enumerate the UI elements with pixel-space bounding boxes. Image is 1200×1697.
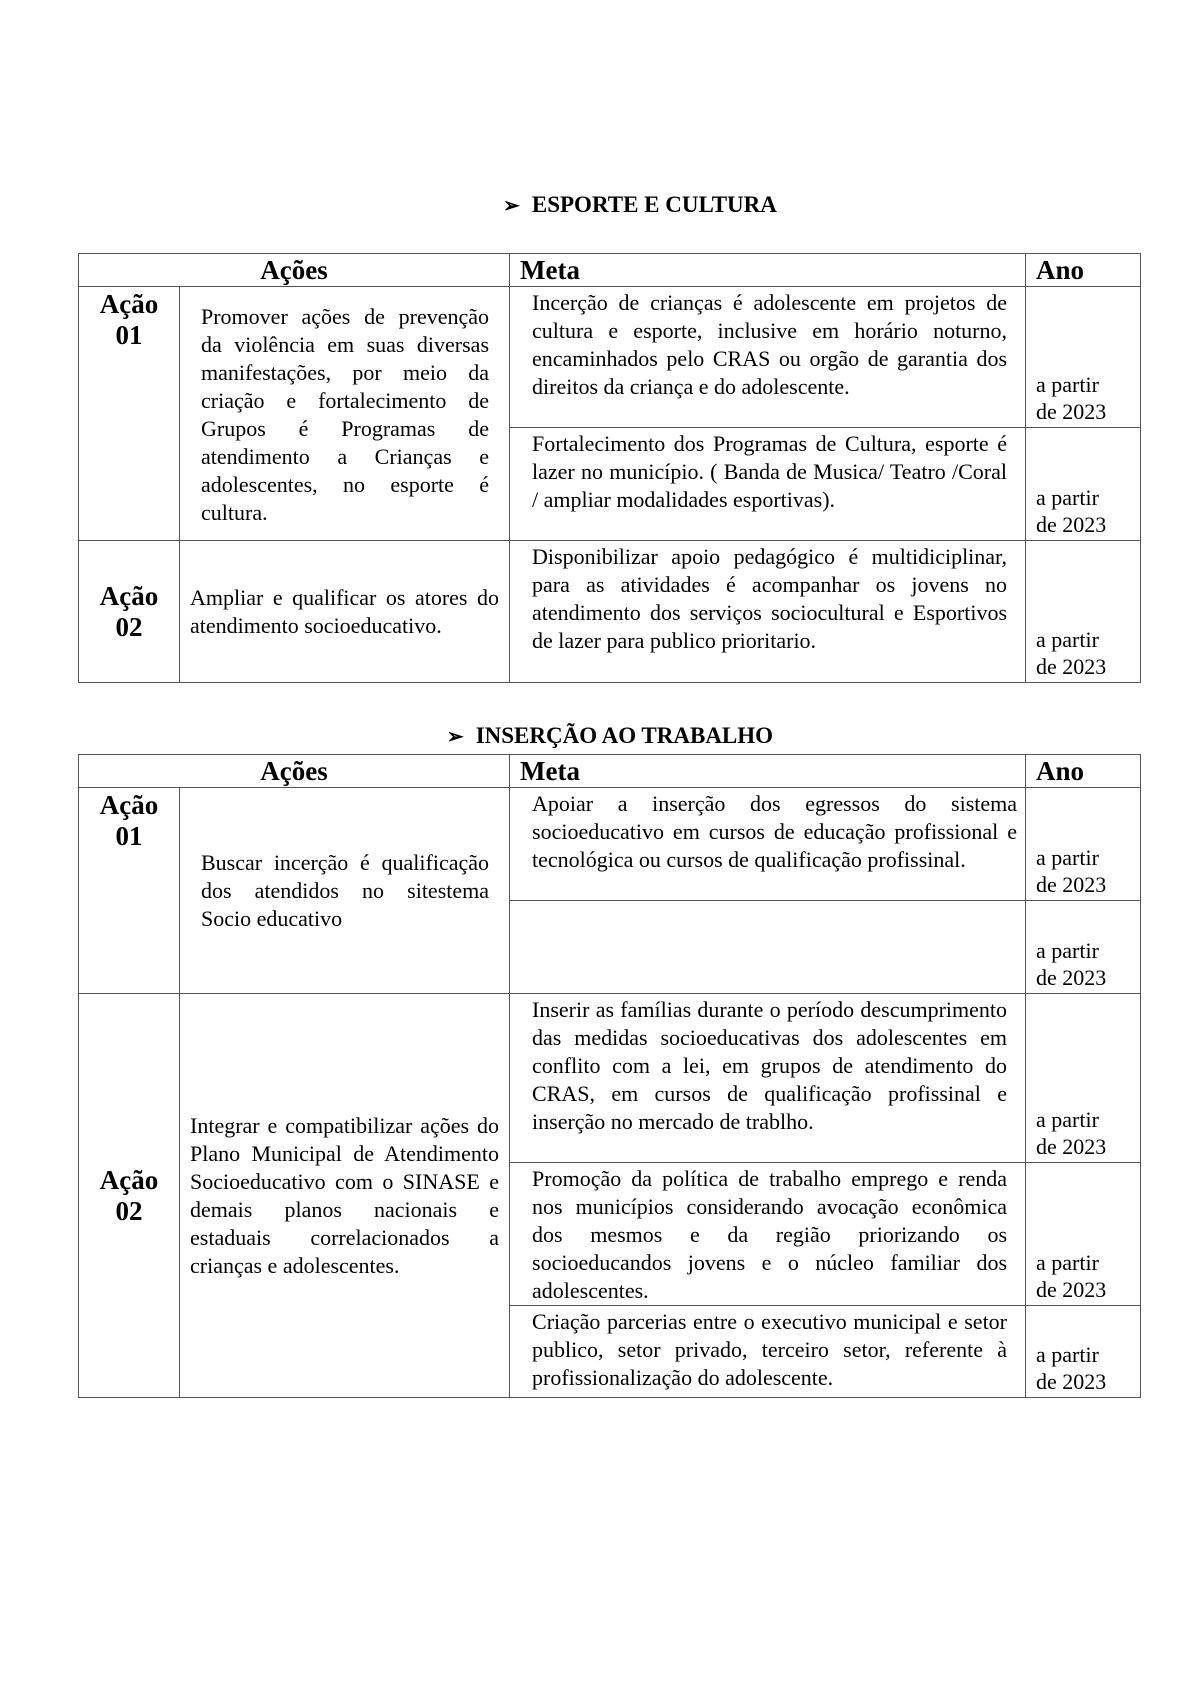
ano-cell: a partir de 2023 (1026, 901, 1141, 994)
acao-description: Integrar e compatibilizar ações do Plano Municipal de Atendimento Socioeducativo com o SINASE e demais planos nacionais e estaduais correlacionados a crianças e adolescentes. (180, 994, 510, 1398)
ano-cell: a partir de 2023 (1026, 541, 1141, 683)
ano-cell: a partir de 2023 (1026, 287, 1141, 428)
ano-cell: a partir de 2023 (1026, 428, 1141, 541)
table-row (79, 287, 1141, 428)
arrow-bullet-icon: ➢ (503, 195, 520, 217)
acao-label: Ação 01 (79, 788, 180, 994)
header-meta: Meta (510, 254, 1026, 287)
ano-cell: a partir de 2023 (1026, 994, 1141, 1163)
acao-description: Promover ações de prevenção da violência em suas diversas manifestações, por meio da criação e fortalecimento de Grupos é Programas de atendimento a Crianças e adolescentes, no esporte é cultura. (180, 287, 510, 541)
header-ano: Ano (1026, 254, 1141, 287)
section-title-insercao-trabalho: ➢ INSERÇÃO AO TRABALHO (446, 723, 774, 748)
arrow-bullet-icon: ➢ (446, 726, 464, 748)
meta-cell (510, 901, 1026, 994)
acao-label: Ação 02 (79, 994, 180, 1398)
acao-label: Ação 01 (79, 287, 180, 541)
header-acoes: Ações (79, 755, 510, 788)
section-title-esporte-cultura: ➢ ESPORTE E CULTURA (503, 192, 777, 217)
table-row (79, 788, 1141, 901)
table-row (79, 541, 1141, 683)
table-row (79, 994, 1141, 1163)
table-esporte-cultura (78, 253, 1141, 683)
meta-cell: Promoção da política de trabalho emprego e renda nos municípios considerando avocação econômica dos mesmos e da região priorizando os socioeducandos jovens e o núcleo familiar dos adolescentes. (510, 1163, 1026, 1306)
acao-label: Ação 02 (79, 541, 180, 683)
header-meta: Meta (510, 755, 1026, 788)
meta-cell: Disponibilizar apoio pedagógico é multidiciplinar, para as atividades é acompanhar os jovens no atendimento dos serviços sociocultural e Esportivos de lazer para publico prioritario. (510, 541, 1026, 683)
header-ano: Ano (1026, 755, 1141, 788)
table-insercao-trabalho (78, 754, 1141, 1398)
table-header-row (79, 254, 1141, 287)
meta-cell: Apoiar a inserção dos egressos do sistema socioeducativo em cursos de educação profissional e tecnológica ou cursos de qualificação profissinal. (510, 788, 1026, 901)
meta-cell: Inserir as famílias durante o período descumprimento das medidas socioeducativas dos adolescentes em conflito com a lei, em grupos de atendimento do CRAS, em cursos de qualificação profissinal e inserção no mercado de trablho. (510, 994, 1026, 1163)
acao-description: Buscar incerção é qualificação dos atendidos no sitestema Socio educativo (180, 788, 510, 994)
meta-cell: Fortalecimento dos Programas de Cultura, esporte é lazer no município. ( Banda de Musica/ Teatro /Coral / ampliar modalidades esportivas). (510, 428, 1026, 541)
ano-cell: a partir de 2023 (1026, 788, 1141, 901)
ano-cell: a partir de 2023 (1026, 1163, 1141, 1306)
meta-cell: Incerção de crianças é adolescente em projetos de cultura e esporte, inclusive em horário noturno, encaminhados pelo CRAS ou orgão de garantia dos direitos da criança e do adolescente. (510, 287, 1026, 428)
meta-cell: Criação parcerias entre o executivo municipal e setor publico, setor privado, terceiro setor, referente à profissionalização do adolescente. (510, 1306, 1026, 1398)
acao-description: Ampliar e qualificar os atores do atendimento socioeducativo. (180, 541, 510, 683)
header-acoes: Ações (79, 254, 510, 287)
table-header-row (79, 755, 1141, 788)
ano-cell: a partir de 2023 (1026, 1306, 1141, 1398)
